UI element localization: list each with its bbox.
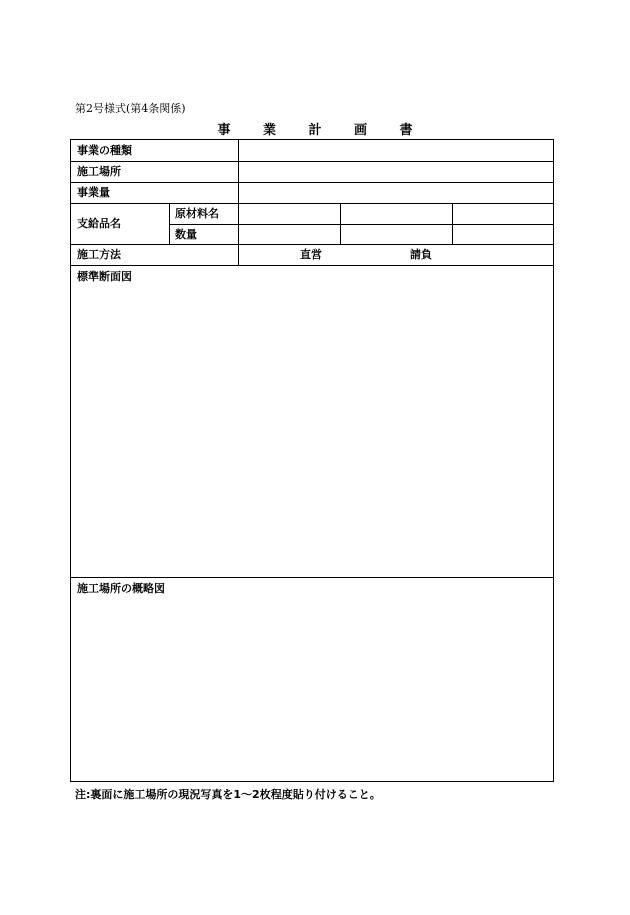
volume-label: 事業量 bbox=[77, 186, 110, 199]
quantity-label: 数量 bbox=[175, 228, 197, 241]
row-divider bbox=[71, 244, 553, 245]
row-divider bbox=[71, 182, 553, 183]
material-name-label: 原材料名 bbox=[175, 207, 219, 220]
site-sketch-label: 施工場所の概略図 bbox=[77, 582, 165, 595]
column-divider bbox=[340, 203, 341, 245]
column-divider bbox=[238, 140, 239, 266]
location-label: 施工場所 bbox=[77, 165, 121, 178]
row-divider bbox=[71, 203, 553, 204]
row-divider bbox=[71, 161, 553, 162]
column-divider bbox=[452, 203, 453, 245]
business-type-label: 事業の種類 bbox=[77, 144, 132, 157]
column-divider bbox=[169, 203, 170, 245]
footer-note: 注:裏面に施工場所の現況写真を1～2枚程度貼り付けること。 bbox=[75, 788, 381, 801]
row-divider bbox=[71, 265, 553, 266]
method-option-direct: 直営 bbox=[300, 248, 322, 261]
supply-items-label: 支給品名 bbox=[77, 217, 121, 230]
form-number-label: 第2号様式(第4条関係) bbox=[75, 102, 186, 115]
row-divider bbox=[169, 224, 553, 225]
method-option-contract: 請負 bbox=[410, 248, 432, 261]
section-divider bbox=[71, 577, 553, 578]
method-label: 施工方法 bbox=[77, 248, 121, 261]
page-title: 事 業 計 画 書 bbox=[217, 123, 427, 138]
cross-section-label: 標準断面図 bbox=[77, 270, 132, 283]
form-frame bbox=[70, 139, 554, 782]
